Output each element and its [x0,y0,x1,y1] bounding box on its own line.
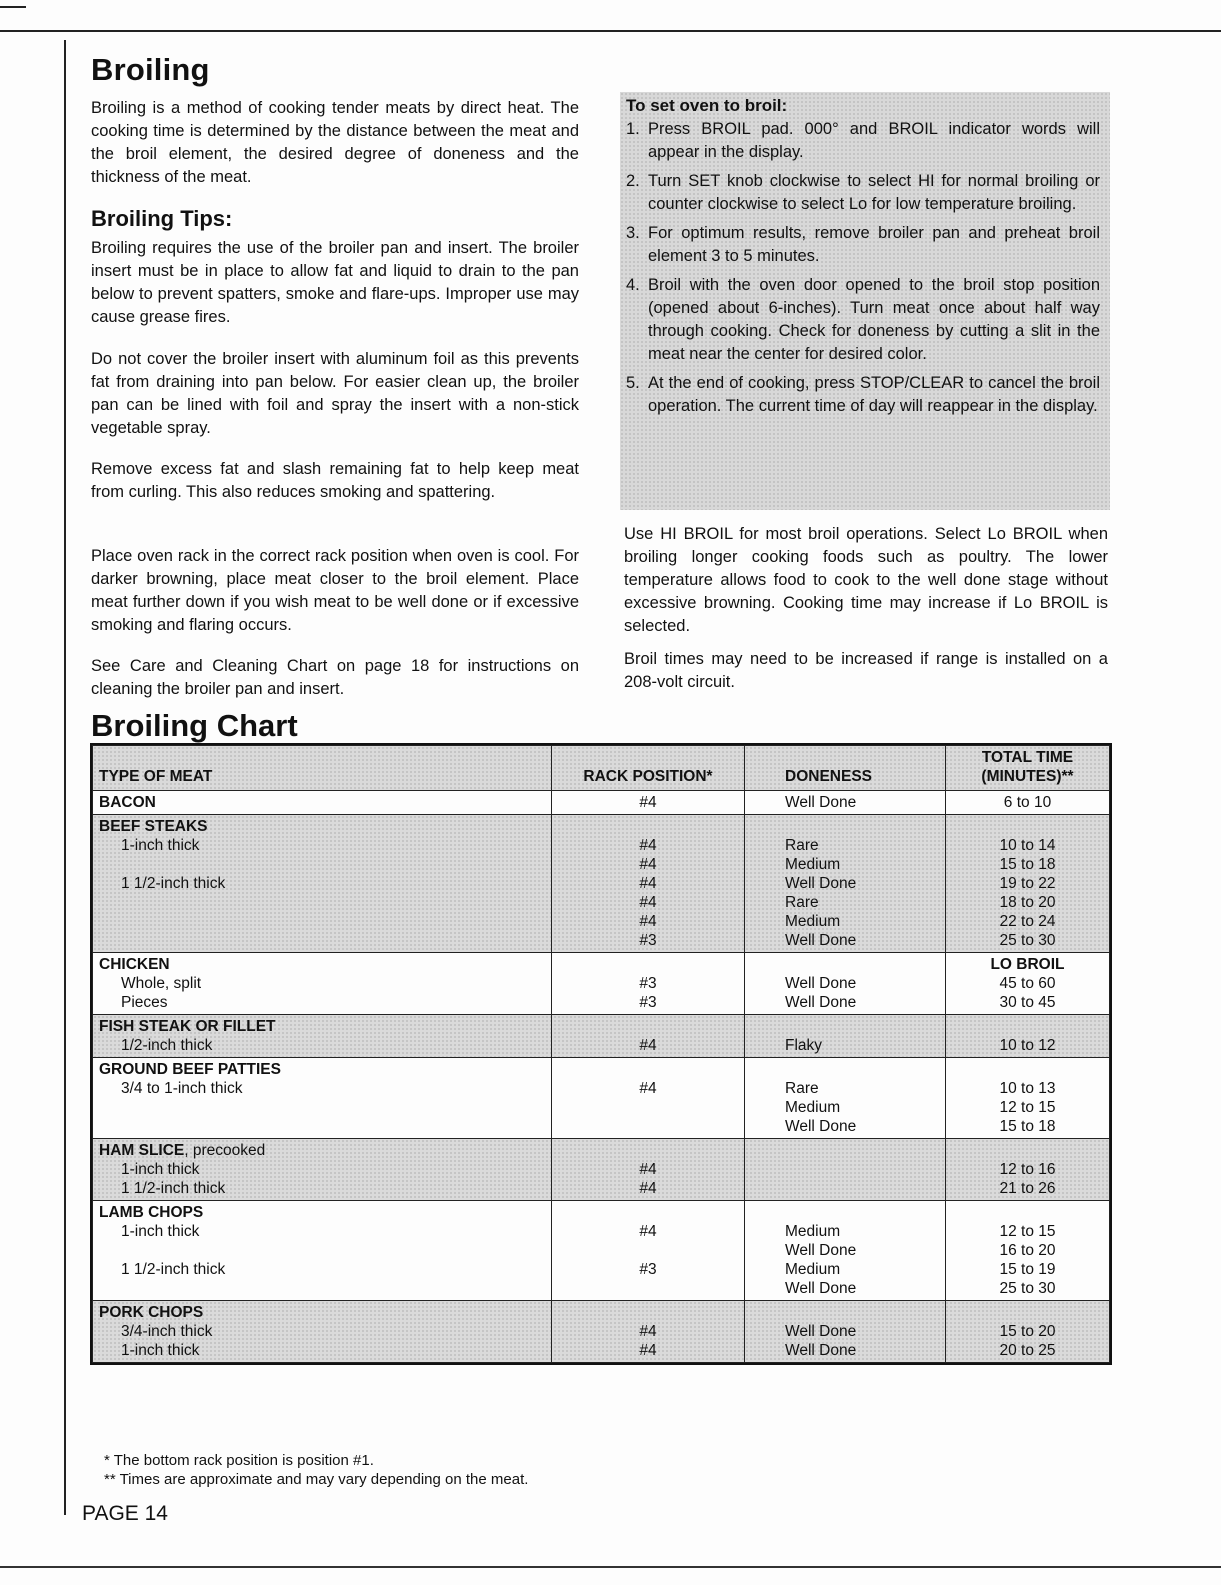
tip-paragraph-5: See Care and Cleaning Chart on page 18 for instructions on cleaning the broiler pan and insert. [91,657,579,698]
table-row: FISH STEAK OR FILLET 1/2-inch thick #4 Flaky 10 to 12 [93,1015,1110,1058]
left-rule [64,40,66,1515]
table-row: PORK CHOPS 3/4-inch thick 1-inch thick #4 #4 Well Done Well Done 15 to 20 20 to 25 [93,1301,1110,1363]
broiling-chart [90,743,1112,1365]
footnote-rack: * The bottom rack position is position #1. [104,1452,374,1469]
page-number: PAGE 14 [82,1502,168,1525]
table-row: BACON #4 Well Done 6 to 10 [93,791,1110,815]
tip-paragraph-2: Do not cover the broiler insert with aluminum foil as this prevents fat from draining into pan below. For easier clean up, the broiler pan can be lined with foil and spray the insert with a non-stick vegetable spray. [91,350,579,437]
table-row: HAM SLICE, precooked 1-inch thick 1 1/2-inch thick #4 #4 12 to 16 21 to 26 [93,1139,1110,1201]
broil-step: 5. At the end of cooking, press STOP/CLEAR to cancel the broil operation. The current time of day will reappear in the display. [626,374,1100,415]
broil-step: 2. Turn SET knob clockwise to select HI for normal broiling or counter clockwise to select Lo for low temperature broiling. [626,172,1100,213]
broiling-table [92,745,1110,1363]
header-doneness: DONENESS [745,746,946,791]
tip-paragraph-3: Remove excess fat and slash remaining fat to help keep meat from curling. This also reduces smoking and spattering. [91,460,579,501]
broil-steps-heading: To set oven to broil: [626,96,788,115]
table-header-row [93,746,1110,791]
broil-steps-list [626,118,1100,424]
chart-title: Broiling Chart [91,708,298,743]
tips-title: Broiling Tips: [91,206,233,231]
tip-paragraph-1: Broiling requires the use of the broiler pan and insert. The broiler insert must be in place to allow fat and liquid to drain to the pan below to prevent spatters, smoke and flare-ups. Improper use may cause grease fires. [91,239,579,326]
voltage-paragraph: Broil times may need to be increased if range is installed on a 208-volt circuit. [624,650,1108,691]
bottom-rule [0,1566,1221,1568]
broil-step: 1. Press BROIL pad. 000° and BROIL indicator words will appear in the display. [626,120,1100,161]
header-time: TOTAL TIME (MINUTES)** [946,746,1110,791]
tip-paragraph-4: Place oven rack in the correct rack position when oven is cool. For darker browning, place meat closer to the broil element. Place meat further down if you wish meat to be well done or if excessive smoking and flaring occurs. [91,547,579,634]
top-stub-rule [0,6,26,8]
broil-mode-paragraph: Use HI BROIL for most broil operations. Select Lo BROIL when broiling longer cooking foods such as poultry. The lower temperature allows food to cook to the well done stage without excessive browning. Cooking time may increase if Lo BROIL is selected. [624,525,1108,635]
top-rule [0,30,1221,32]
table-row: GROUND BEEF PATTIES 3/4 to 1-inch thick #4 Rare Medium Well Done 10 to 13 12 to 15 15 to 18 [93,1058,1110,1139]
broil-step: 3. For optimum results, remove broiler pan and preheat broil element 3 to 5 minutes. [626,224,1100,265]
footnote-times: ** Times are approximate and may vary depending on the meat. [104,1471,529,1488]
table-row: CHICKEN Whole, split Pieces #3 #3 Well Done Well Done LO BROIL 45 to 60 30 to 45 [93,953,1110,1015]
page-title: Broiling [91,52,210,87]
header-type: TYPE OF MEAT [93,746,552,791]
broil-step: 4. Broil with the oven door opened to the broil stop position (opened about 6-inches). Turn meat once about half way through cooking. Check for doneness by cutting a slit in the meat near the center for desired color. [626,276,1100,363]
table-row: LAMB CHOPS 1-inch thick 1 1/2-inch thick #4 #3 Medium Well Done Medium Well Done 12 to 15 16 to 20 15 to 19 25 to 30 [93,1201,1110,1301]
header-rack: RACK POSITION* [552,746,745,791]
intro-paragraph: Broiling is a method of cooking tender meats by direct heat. The cooking time is determined by the distance between the meat and the broil element, the desired degree of doneness and the thickness of the meat. [91,99,579,186]
table-row: BEEF STEAKS 1-inch thick 1 1/2-inch thick #4 #4 #4 #4 #4 #3 Rare Medium Well Done Rare Medium Well Done 10 to 14 15 to 18 19 to 22 18 to 20 22 to 24 25 to 30 [93,815,1110,953]
